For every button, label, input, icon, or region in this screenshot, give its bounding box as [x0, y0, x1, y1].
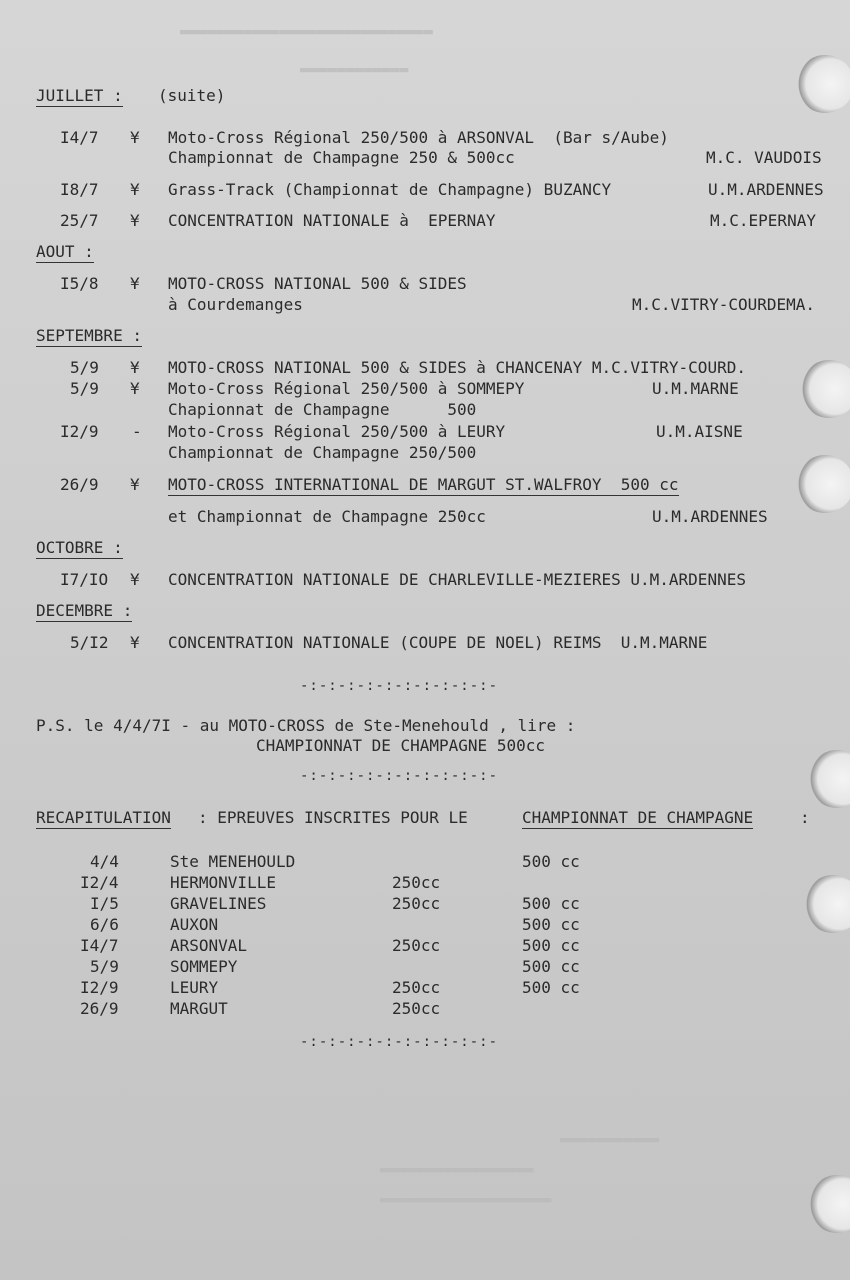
recap-label: RECAPITULATION [36, 808, 171, 827]
bleed-through-text: ▬▬▬▬▬▬▬▬▬▬▬▬▬▬▬▬▬ [380, 1160, 534, 1178]
recap-date: I/5 [90, 894, 119, 913]
recap-500: 500 cc [522, 957, 580, 976]
recap-500: 500 cc [522, 936, 580, 955]
recap-place: AUXON [170, 915, 219, 934]
recap-place: SOMMEPY [170, 957, 238, 976]
recap-500: 500 cc [522, 894, 580, 913]
recap-date: I4/7 [80, 936, 119, 955]
bleed-through-text: ▬▬▬▬▬▬▬▬▬▬▬▬▬▬▬▬▬▬▬▬▬▬▬▬▬▬▬▬ [180, 22, 433, 40]
tick-mark: ¥ [130, 358, 140, 377]
recap-place: Ste MENEHOULD [170, 852, 296, 871]
recap-250: 250cc [392, 999, 441, 1018]
recap-date: 6/6 [90, 915, 119, 934]
tick-mark: ¥ [130, 570, 140, 589]
tick-mark: - [132, 422, 142, 441]
tick-mark: ¥ [130, 211, 140, 230]
tick-mark: ¥ [130, 274, 140, 293]
event-club: U.M.MARNE [652, 379, 739, 398]
event-date: 25/7 [60, 211, 99, 230]
tick-mark: ¥ [130, 180, 140, 199]
recap-date: 26/9 [80, 999, 119, 1018]
recap-250: 250cc [392, 978, 441, 997]
recap-underlined: CHAMPIONNAT DE CHAMPAGNE [522, 808, 754, 827]
event-date: I7/IO [60, 570, 109, 589]
separator-line: -:-:-:-:-:-:-:-:-:-:- [300, 768, 499, 784]
recap-250: 250cc [392, 873, 441, 892]
event-title: CONCENTRATION NATIONALE à EPERNAY [168, 211, 496, 230]
tick-mark: ¥ [130, 475, 140, 494]
heading-aout: AOUT : [36, 242, 94, 261]
recap-date: 4/4 [90, 852, 119, 871]
punch-hole [808, 750, 850, 808]
event-date: I4/7 [60, 128, 99, 147]
punch-hole [804, 875, 850, 933]
recap-250: 250cc [392, 936, 441, 955]
event-subtitle: à Courdemanges [168, 295, 303, 314]
recap-date: I2/4 [80, 873, 119, 892]
event-date: I2/9 [60, 422, 99, 441]
event-date: 5/9 [70, 358, 99, 377]
event-club: M.C. VAUDOIS [706, 148, 822, 167]
heading-juillet: JUILLET : [36, 86, 123, 105]
event-subtitle: Championnat de Champagne 250 & 500cc [168, 148, 515, 167]
event-club: M.C.VITRY-COURDEMA. [632, 295, 816, 314]
event-date: 5/I2 [70, 633, 109, 652]
recap-colon: : [800, 808, 810, 827]
tick-mark: ¥ [130, 633, 140, 652]
event-subtitle: Chapionnat de Champagne 500 [168, 400, 477, 419]
recap-place: HERMONVILLE [170, 873, 276, 892]
recap-place: MARGUT [170, 999, 228, 1018]
punch-hole [808, 1175, 850, 1233]
event-subtitle: Championnat de Champagne 250/500 [168, 443, 477, 462]
bleed-through-text: ▬▬▬▬▬▬▬▬▬▬▬▬▬▬▬▬▬▬▬ [380, 1190, 552, 1208]
event-title: Grass-Track (Championnat de Champagne) BUZANCY [168, 180, 612, 199]
recap-500: 500 cc [522, 852, 580, 871]
tick-mark: ¥ [130, 379, 140, 398]
recap-250: 250cc [392, 894, 441, 913]
event-title: CONCENTRATION NATIONALE DE CHARLEVILLE-MEZIERES U.M.ARDENNES [168, 570, 746, 589]
recap-500: 500 cc [522, 978, 580, 997]
recap-middle: : EPREUVES INSCRITES POUR LE [198, 808, 468, 827]
recap-place: LEURY [170, 978, 219, 997]
event-club: U.M.ARDENNES [708, 180, 824, 199]
event-date: I8/7 [60, 180, 99, 199]
heading-suite: (suite) [158, 86, 226, 105]
recap-date: I2/9 [80, 978, 119, 997]
event-title: Moto-Cross Régional 250/500 à LEURY [168, 422, 506, 441]
event-title: MOTO-CROSS INTERNATIONAL DE MARGUT ST.WALFROY 500 cc [168, 475, 679, 494]
tick-mark: ¥ [130, 128, 140, 147]
event-date: 5/9 [70, 379, 99, 398]
recap-500: 500 cc [522, 915, 580, 934]
recap-place: ARSONVAL [170, 936, 248, 955]
ps-line: P.S. le 4/4/7I - au MOTO-CROSS de Ste-Menehould , lire : [36, 716, 576, 735]
event-club: U.M.AISNE [656, 422, 743, 441]
event-title: MOTO-CROSS NATIONAL 500 & SIDES [168, 274, 467, 293]
bleed-through-text: ▬▬▬▬▬▬▬▬▬▬▬▬ [300, 60, 409, 78]
separator-line: -:-:-:-:-:-:-:-:-:-:- [300, 678, 499, 694]
heading-octobre: OCTOBRE : [36, 538, 123, 557]
event-title: Moto-Cross Régional 250/500 à ARSONVAL (Bar s/Aube) [168, 128, 669, 147]
recap-date: 5/9 [90, 957, 119, 976]
punch-hole [800, 360, 850, 418]
heading-septembre: SEPTEMBRE : [36, 326, 142, 345]
heading-decembre: DECEMBRE : [36, 601, 133, 620]
event-club: M.C.EPERNAY [710, 211, 816, 230]
punch-hole [796, 455, 850, 513]
event-date: 26/9 [60, 475, 99, 494]
recap-place: GRAVELINES [170, 894, 267, 913]
event-club: U.M.ARDENNES [652, 507, 768, 526]
separator-line: -:-:-:-:-:-:-:-:-:-:- [300, 1034, 499, 1050]
ps-correction: CHAMPIONNAT DE CHAMPAGNE 500cc [256, 736, 545, 755]
punch-hole [796, 55, 850, 113]
event-subtitle: et Championnat de Champagne 250cc [168, 507, 486, 526]
bleed-through-text: ▬▬▬▬▬▬▬▬▬▬▬ [560, 1130, 660, 1148]
event-date: I5/8 [60, 274, 99, 293]
event-title: Moto-Cross Régional 250/500 à SOMMEPY [168, 379, 525, 398]
event-title: MOTO-CROSS NATIONAL 500 & SIDES à CHANCENAY M.C.VITRY-COURD. [168, 358, 746, 377]
event-title: CONCENTRATION NATIONALE (COUPE DE NOEL) REIMS U.M.MARNE [168, 633, 708, 652]
